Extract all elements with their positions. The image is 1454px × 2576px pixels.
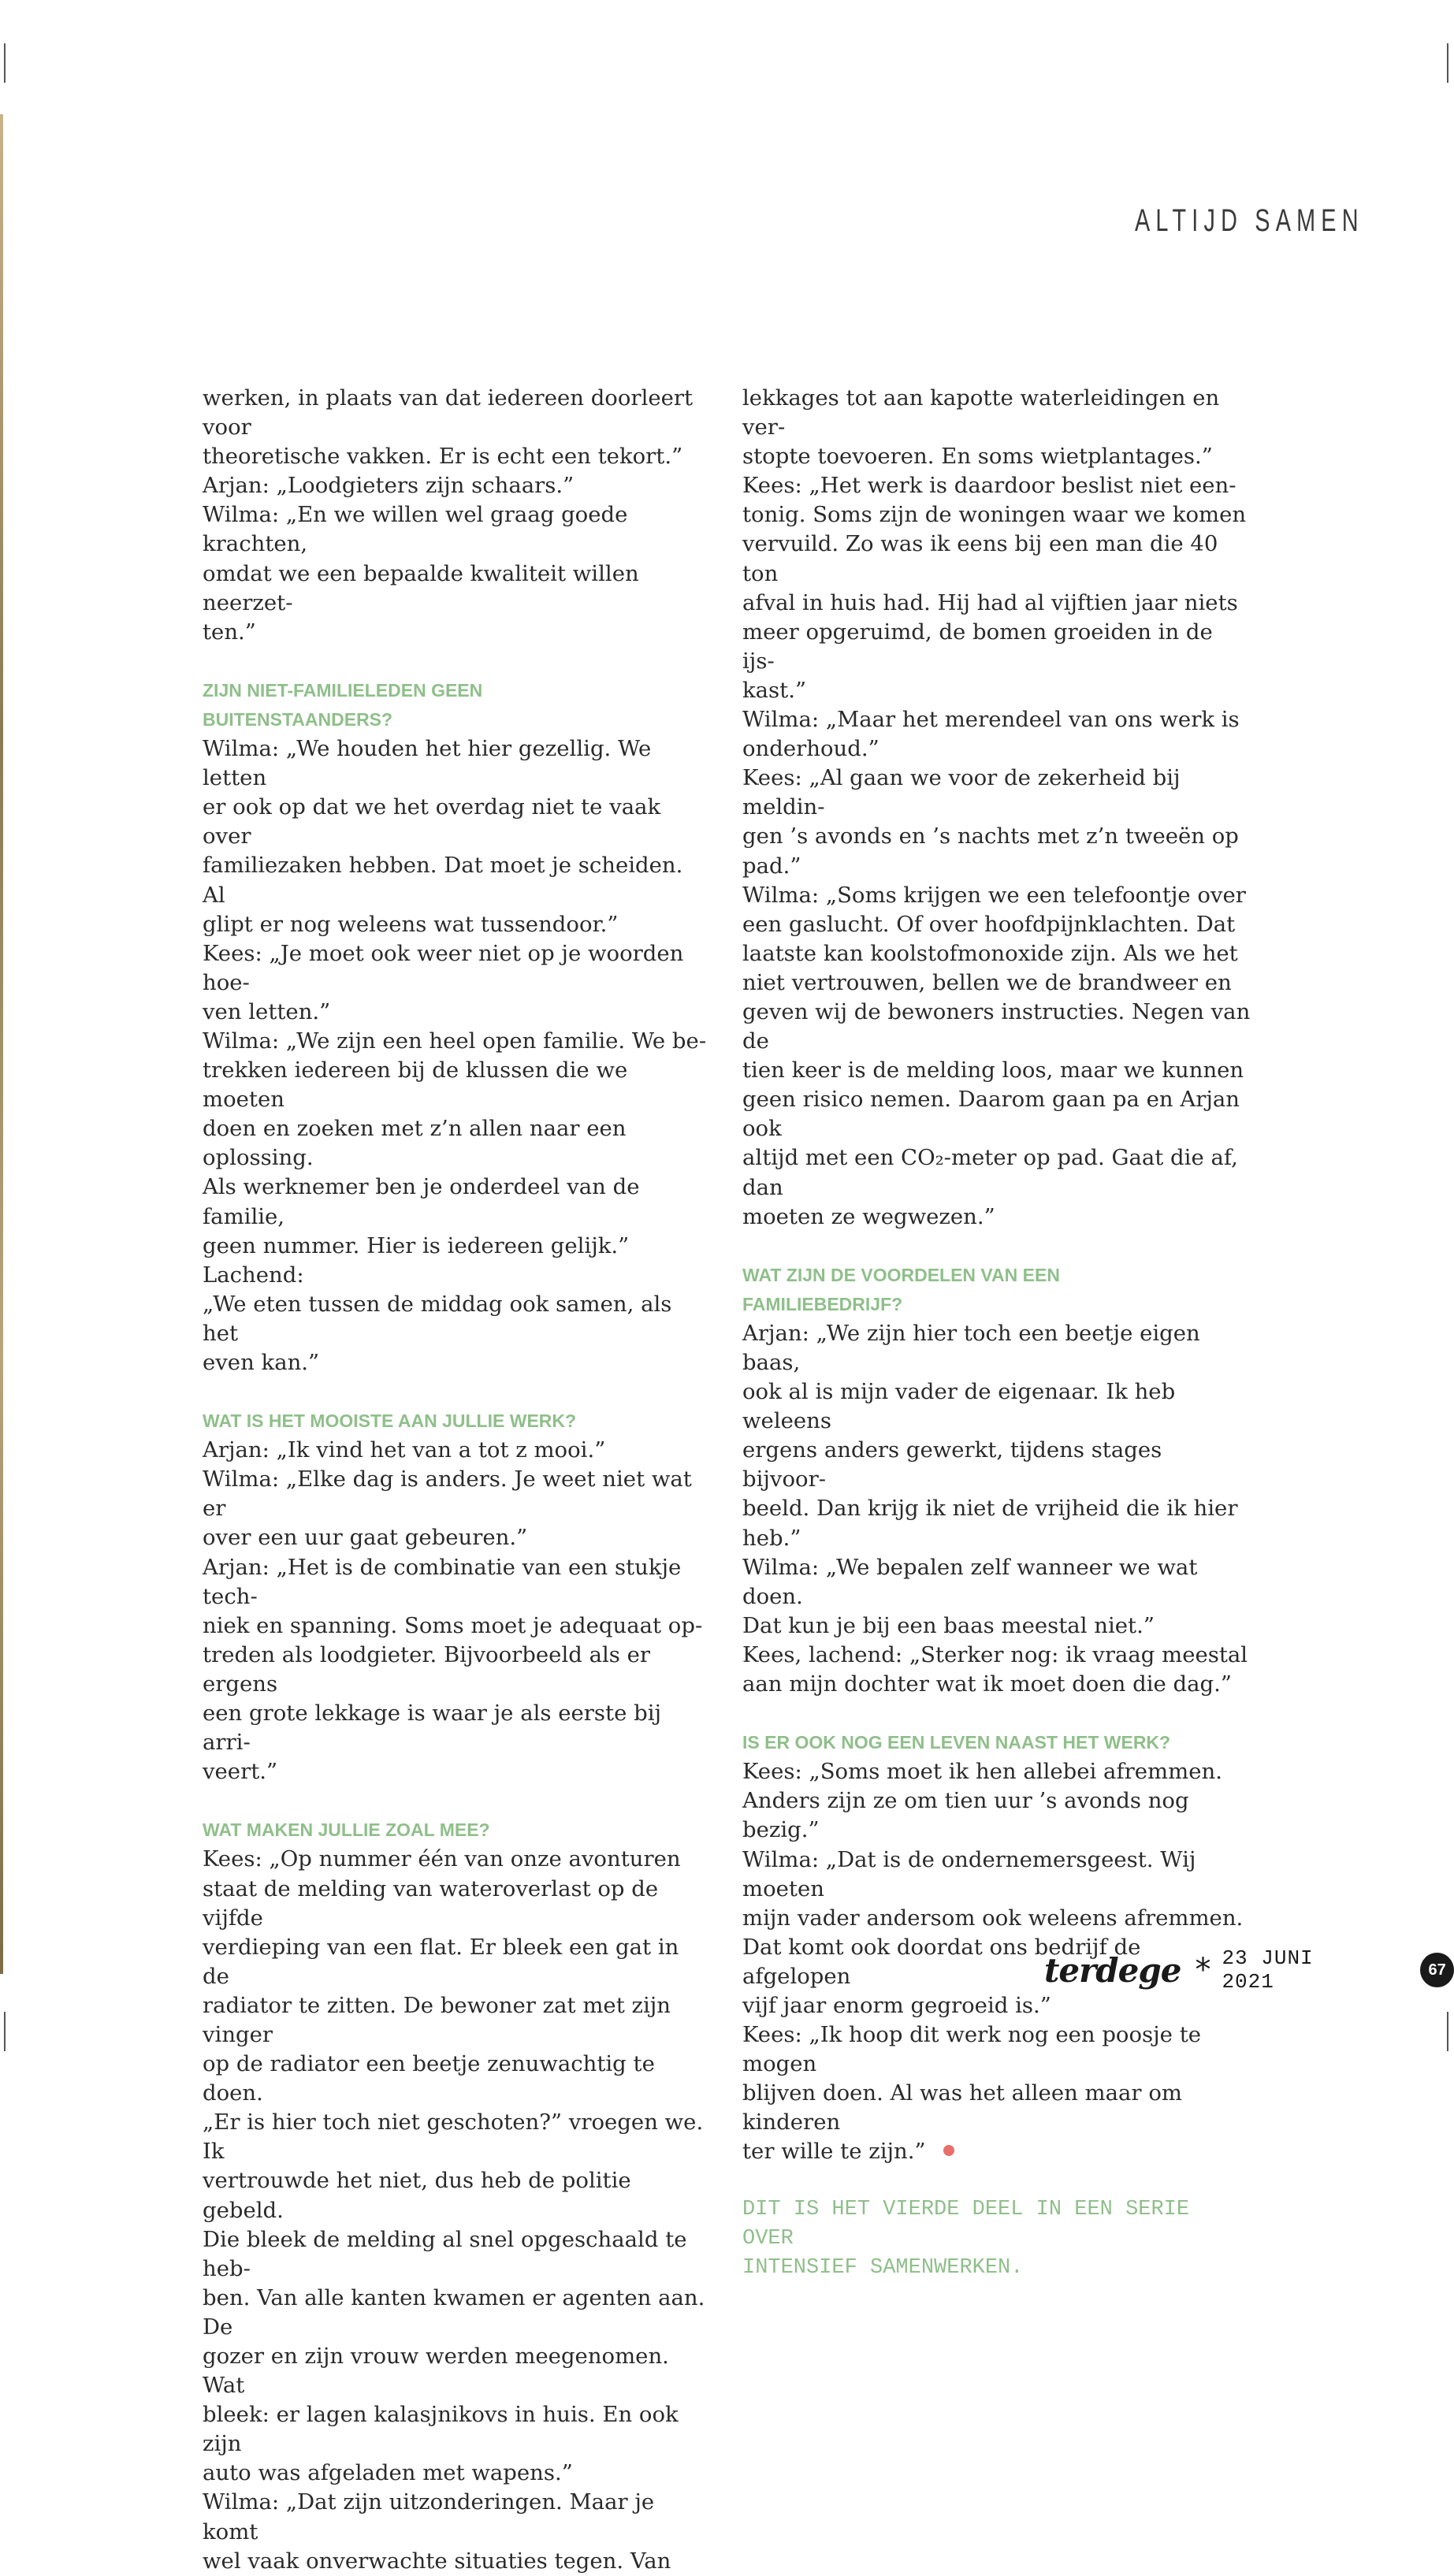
question-heading: IS ER OOK NOG EEN LEVEN NAAST HET WERK? <box>742 1732 1171 1753</box>
article-end-dot <box>943 2145 954 2156</box>
left-column <box>203 384 711 2576</box>
paragraph: Kees: „Op nummer één van onze avonturen staat de melding van wateroverlast op de vijfde verdieping van een flat. Er bleek een gat in de radiator te zitten. De bewoner zat met zijn vinger op de radiator een beetje zenuwachtig te doen. „Er is hier toch niet geschoten?” vroegen we. Ik vertrouwde het niet, dus heb de politie gebeld. Die bleek de melding al snel opgeschaald te heb- ben. Van alle kanten kwamen er agenten aan. De gozer en zijn vrouw werden meegenomen. Wat bleek: er lagen kalasjnikovs in huis. En ook zijn auto was afgeladen met wapens.” Wilma: „Dat zijn uitzonderingen. Maar je komt wel vaak onverwachte situaties tegen. Van <box>203 1846 705 2574</box>
page-edge-strip <box>0 114 3 1974</box>
crop-mark <box>1447 43 1448 83</box>
series-note: DIT IS HET VIERDE DEEL IN EEN SERIE OVER INTENSIEF SAMENWERKEN. <box>742 2197 1190 2280</box>
page-number: 67 <box>1420 1953 1454 1987</box>
paragraph: werken, in plaats van dat iedereen doorleert voor theoretische vakken. Er is echt een tekort.” Arjan: „Loodgieters zijn schaars.” Wilma: „En we willen wel graag goede krachten, omdat we een bepaalde kwaliteit willen neerzet- ten.” <box>203 385 694 645</box>
question-heading: ZIJN NIET-FAMILIELEDEN GEEN BUITENSTAANDERS? <box>203 679 483 730</box>
question-heading: WAT ZIJN DE VOORDELEN VAN EEN FAMILIEBEDRIJF? <box>742 1264 1060 1314</box>
magazine-logo: terdege <box>1044 1950 1181 1990</box>
asterisk-separator: * <box>1195 1952 1211 1988</box>
crop-mark <box>4 43 6 83</box>
paragraph: Arjan: „Ik vind het van a tot z mooi.” Wilma: „Elke dag is anders. Je weet niet wat er over een uur gaat gebeuren.” Arjan: „Het is de combinatie van een stukje tech- niek en spanning. Soms moet je adequaat op- treden als loodgieter. Bijvoorbeeld als er ergens een grote lekkage is waar je als eerste bij arri- veert.” <box>203 1437 703 1785</box>
crop-mark <box>4 2012 6 2051</box>
page-footer <box>1044 1942 1454 1998</box>
paragraph: Arjan: „We zijn hier toch een beetje eigen baas, ook al is mijn vader de eigenaar. Ik heb weleens ergens anders gewerkt, tijdens stages bijvoor- beeld. Dan krijg ik niet de vrijheid die ik hier heb.” Wilma: „We bepalen zelf wanneer we wat doen. Dat kun je bij een baas meestal niet.” Kees, lachend: „Sterker nog: ik vraag meestal aan mijn dochter wat ik moet doen die dag.” <box>742 1320 1248 1697</box>
question-heading: WAT MAKEN JULLIE ZOAL MEE? <box>203 1820 490 1841</box>
crop-mark <box>1447 2012 1448 2051</box>
question-heading: WAT IS HET MOOISTE AAN JULLIE WERK? <box>203 1411 577 1432</box>
paragraph: lekkages tot aan kapotte waterleidingen en ver- stopte toevoeren. En soms wietplantages.” Kees: „Het werk is daardoor beslist niet een- tonig. Soms zijn de woningen waar we komen vervuild. Zo was ik eens bij een man die 40 ton afval in huis had. Hij had al vijftien jaar niets meer opgeruimd, de bomen groeiden in de ijs- kast.” Wilma: „Maar het merendeel van ons werk is onderhoud.” Kees: „Al gaan we voor de zekerheid bij meldin- gen ’s avonds en ’s nachts met z’n tweeën op pad.” Wilma: „Soms krijgen we een telefoontje over een gaslucht. Of over hoofdpijnklachten. Dat laatste kan koolstofmonoxide zijn. Als we het niet vertrouwen, bellen we de brandweer en geven wij de bewoners instructies. Negen van de tien keer is de melding loos, maar we kunnen geen risico nemen. Daarom gaan pa en Arjan ook altijd met een CO₂-meter op pad. Gaat die af, dan moeten ze wegwezen.” <box>742 385 1251 1229</box>
section-label: ALTIJD SAMEN <box>1135 203 1364 238</box>
paragraph: Wilma: „We houden het hier gezellig. We letten er ook op dat we het overdag niet te vaak over familiezaken hebben. Dat moet je scheiden. Al glipt er nog weleens wat tussendoor.” Kees: „Je moet ook weer niet op je woorden hoe- ven letten.” Wilma: „We zijn een heel open familie. We be- trekken iedereen bij de klussen die we moeten doen en zoeken met z’n allen naar een oplossing. Als werknemer ben je onderdeel van de familie, geen nummer. Hier is iedereen gelijk.” Lachend: „We eten tussen de middag ook samen, als het even kan.” <box>203 736 707 1375</box>
issue-date: 23 JUNI 2021 <box>1222 1946 1314 1994</box>
paragraph: Kees: „Soms moet ik hen allebei afremmen. Anders zijn ze om tien uur ’s avonds nog bezig.” Wilma: „Dat is de ondernemersgeest. Wij moeten mijn vader andersom ook weleens afremmen. Dat komt ook doordat ons bedrijf de afgelopen vijf jaar enorm gegroeid is.” Kees: „Ik hoop dit werk nog een poosje te mogen blijven doen. Al was het alleen maar om kinderen ter wille te zijn.” <box>742 1759 1244 2165</box>
right-column <box>742 384 1251 2283</box>
